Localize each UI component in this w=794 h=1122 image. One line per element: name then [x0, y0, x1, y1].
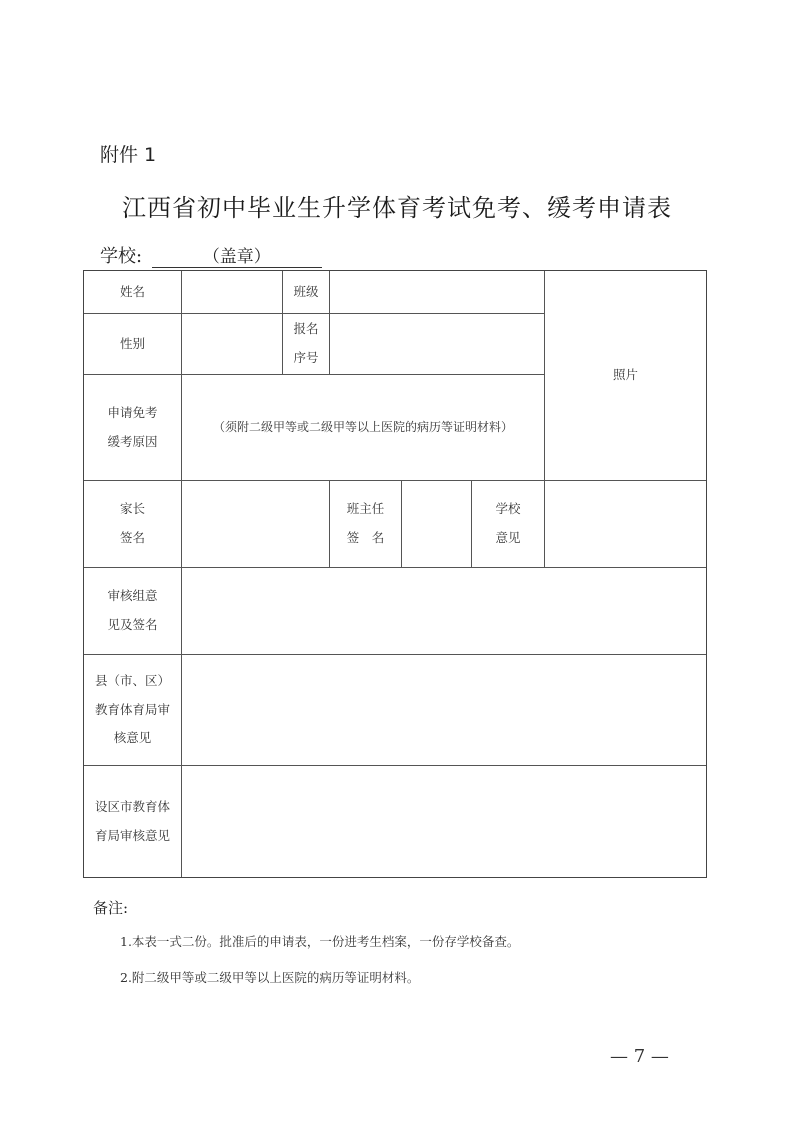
class-label: 班级: [283, 271, 330, 314]
school-line: [100, 242, 322, 268]
review-group-field[interactable]: [182, 568, 706, 655]
parent-signature-label: [84, 481, 182, 568]
gender-field[interactable]: [182, 314, 283, 375]
review-group-label: [84, 568, 182, 655]
review-group-line2: 见及签名: [107, 617, 158, 632]
parent-signature-field[interactable]: [182, 481, 330, 568]
school-opinion-field[interactable]: [545, 481, 706, 568]
city-bureau-field[interactable]: [182, 766, 706, 877]
gender-label: 性别: [84, 314, 182, 375]
reason-label-line2: 缓考原因: [107, 433, 158, 449]
reg-no-label-line2: 序号: [293, 350, 319, 365]
photo-box[interactable]: 照片: [545, 271, 706, 481]
page-title: 江西省初中毕业生升学体育考试免考、缓考申请表: [122, 194, 672, 222]
review-group-line1: 审核组意: [107, 588, 158, 604]
reason-label: [84, 375, 182, 481]
county-line3: 核意见: [113, 730, 152, 746]
page-number: — 7 —: [610, 1046, 669, 1067]
application-form-table: [83, 270, 707, 878]
teacher-label-line1: 班主任: [346, 501, 385, 517]
city-bureau-label: [84, 766, 182, 877]
name-field[interactable]: [182, 271, 283, 314]
reg-no-label: [283, 314, 330, 375]
teacher-label-line2: 签 名: [346, 530, 385, 545]
teacher-signature-field[interactable]: [402, 481, 472, 568]
notes-title: 备注:: [93, 899, 129, 917]
parent-label-line2: 签名: [119, 530, 145, 545]
school-opinion-line1: 学校: [495, 501, 521, 517]
county-bureau-label: [84, 655, 182, 766]
seal-field[interactable]: （盖章）: [152, 242, 322, 268]
reg-no-label-line1: 报名: [293, 321, 319, 337]
reason-label-line1: 申请免考: [107, 404, 158, 420]
city-line2: 育局审核意见: [94, 827, 170, 843]
school-opinion-line2: 意见: [495, 530, 521, 545]
county-line2: 教育体育局审: [94, 701, 170, 717]
name-label: 姓名: [84, 271, 182, 314]
county-line1: 县（市、区）: [94, 672, 170, 688]
city-line1: 设区市教育体: [94, 798, 170, 814]
parent-label-line1: 家长: [119, 501, 145, 517]
class-field[interactable]: [330, 271, 545, 314]
teacher-signature-label: [330, 481, 402, 568]
note-item-1: 1.本表一式二份。批准后的申请表，一份进考生档案，一份存学校备查。: [120, 934, 520, 949]
school-label: 学校:: [100, 246, 143, 267]
attachment-label: 附件 1: [100, 144, 157, 166]
reg-no-field[interactable]: [330, 314, 545, 375]
county-bureau-field[interactable]: [182, 655, 706, 766]
school-opinion-label: [472, 481, 545, 568]
reason-field[interactable]: （须附二级甲等或二级甲等以上医院的病历等证明材料）: [182, 375, 545, 481]
note-item-2: 2.附二级甲等或二级甲等以上医院的病历等证明材料。: [120, 970, 420, 985]
